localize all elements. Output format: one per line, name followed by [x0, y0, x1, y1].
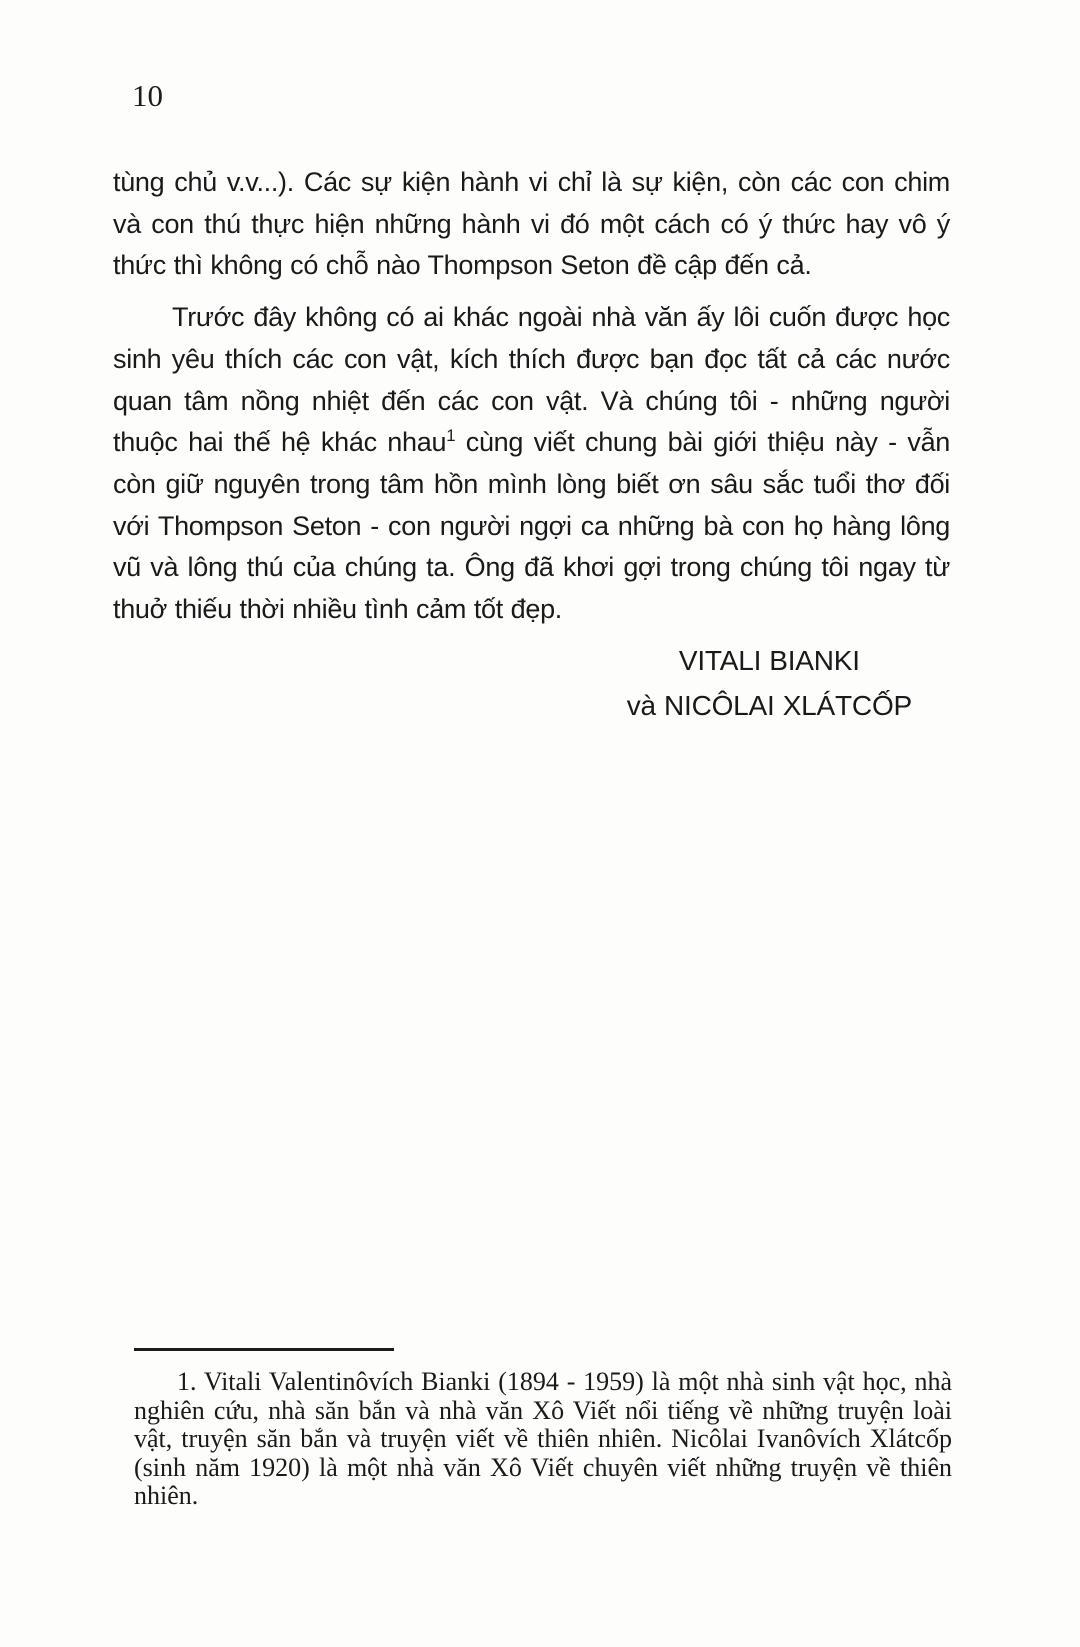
page-content [113, 162, 950, 728]
footnote-section [134, 1348, 952, 1511]
footnote-text [134, 1368, 952, 1511]
footnote-reference-superscript: 1 [446, 426, 456, 446]
paragraph-2-text-before-ref: Trước đây không có ai khác ngoài nhà văn ấy lôi cuốn được học sinh yêu thích các con vật, kích thích được bạn đọc tất cả các nước quan tâm nồng nhiệt đến các con vật. Và chúng tôi - những người thuộc hai thế hệ khác nhau [113, 302, 950, 458]
paragraph-1 [113, 162, 950, 287]
paragraph-2-text-after-ref: cùng viết chung bài giới thiệu này - vẫn còn giữ nguyên trong tâm hồn mình lòng biết ơn sâu sắc tuổi thơ đối với Thompson Seton - con người ngợi ca những bà con họ hàng lông vũ và lông thú của chúng ta. Ông đã khơi gợi trong chúng tôi ngay từ thuở thiếu thời nhiều tình cảm tốt đẹp. [113, 427, 951, 625]
footnote-divider-rule [134, 1348, 394, 1351]
author-signature-block [627, 638, 912, 728]
signature-author-1: VITALI BIANKI [678, 644, 860, 676]
paragraph-2 [113, 297, 950, 631]
paragraph-1-text: tùng chủ v.v...). Các sự kiện hành vi chỉ là sự kiện, còn các con chim và con thú thực hiện những hành vi đó một cách có ý thức hay vô ý thức thì không có chỗ nào Thompson Seton đề cập đến cả. [113, 167, 950, 281]
footnote-body-text: Vitali Valentinôvích Bianki (1894 - 1959) là một nhà sinh vật học, nhà nghiên cứu, nhà săn bắn và nhà văn Xô Viết nổi tiếng về những truyện loài vật, truyện săn bắn và truyện viết về thiên nhiên. Nicôlai Ivanôvích Xlátcốp (sinh năm 1920) là một nhà văn Xô Viết chuyên viết những truyện về thiên nhiên. [134, 1367, 952, 1511]
footnote-number: 1. [177, 1367, 197, 1396]
signature-author-2: và NICÔLAI XLÁTCỐP [626, 689, 912, 721]
page-number: 10 [132, 78, 163, 113]
